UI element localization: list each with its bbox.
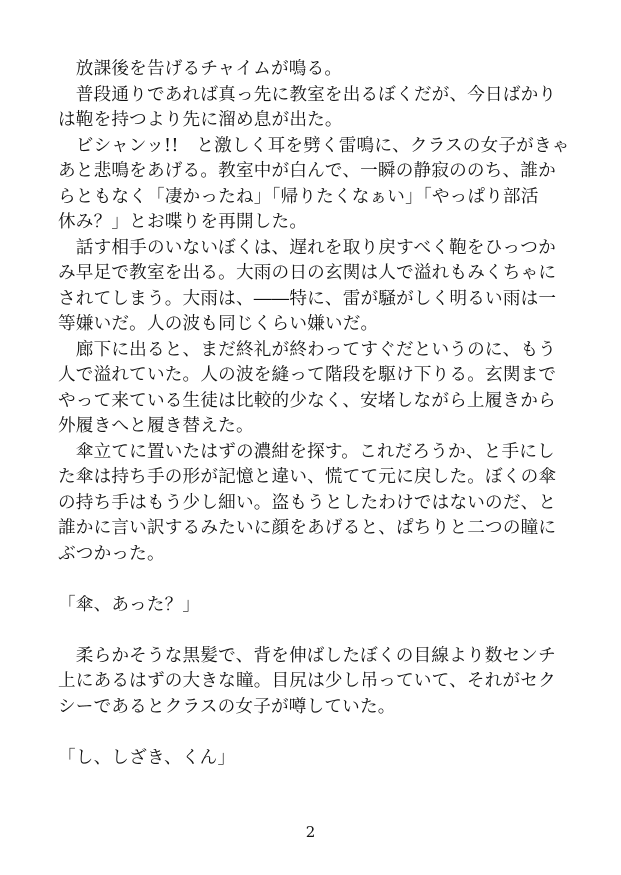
text-line: 人で溢れていた。人の波を縫って階段を駆け下りる。玄関まで — [58, 365, 557, 385]
text-line: 柔らかそうな黒髪で、背を伸ばしたぼくの目線より数センチ — [58, 645, 556, 666]
text-line: 誰かに言い訳するみたいに顔をあげると、ぱちりと二つの瞳に — [58, 518, 557, 538]
text-line: シーであるとクラスの女子が噂していた。 — [58, 696, 396, 717]
text-line: あと悲鳴をあげる。教室中が白んで、一瞬の静寂ののち、誰か — [58, 161, 556, 181]
text-line: ビシャンッ!! と激しく耳を劈く雷鳴に、クラスの女子がきゃ — [58, 135, 570, 156]
text-line — [58, 567, 578, 593]
text-line: 「傘、あった？」 — [58, 594, 201, 615]
text-line: 話す相手のいないぼくは、遅れを取り戻すべく鞄をひっつか — [58, 237, 556, 258]
text-line: らともなく「凄かったね」「帰りたくなぁい」「やっぱり部活 — [58, 186, 539, 207]
text-line: 普段通りであれば真っ先に教室を出るぼくだが、今日ばかり — [58, 84, 557, 105]
text-line: 廊下に出ると、まだ終礼が終わってすぐだというのに、もう — [58, 339, 557, 360]
text-line — [58, 618, 578, 644]
text-line: 傘立てに置いたはずの濃紺を探す。これだろうか、と手にし — [58, 441, 555, 462]
body-text — [58, 57, 578, 771]
text-line: 等嫌いだ。人の波も同じくらい嫌いだ。 — [58, 314, 379, 334]
text-line: やって来ている生徒は比較的少なく、安堵しながら上履きから — [58, 390, 556, 411]
text-line: 放課後を告げるチャイムが鳴る。 — [58, 59, 343, 79]
page-number: 2 — [305, 823, 316, 841]
text-line: されてしまう。大雨は、――特に、雷が騒がしく明るい雨は一 — [58, 288, 557, 309]
text-line: み早足で教室を出る。大雨の日の玄関は人で溢れもみくちゃに — [58, 263, 557, 283]
text-line: ぶつかった。 — [58, 543, 165, 564]
text-line: 休み？」とお喋りを再開した。 — [58, 212, 308, 232]
text-line: た傘は持ち手の形が記憶と違い、慌てて元に戻した。ぼくの傘 — [58, 467, 557, 487]
text-line — [58, 720, 578, 746]
text-line: 上にあるはずの大きな瞳。目尻は少し吊っていて、それがセク — [58, 671, 556, 691]
text-line: の持ち手はもう少し細い。盗もうとしたわけではないのだ、と — [58, 492, 557, 513]
text-line: は鞄を持つより先に溜め息が出た。 — [58, 110, 343, 130]
text-line: 外履きへと履き替えた。 — [58, 416, 254, 436]
text-line: 「し、しざき、くん」 — [58, 747, 236, 768]
